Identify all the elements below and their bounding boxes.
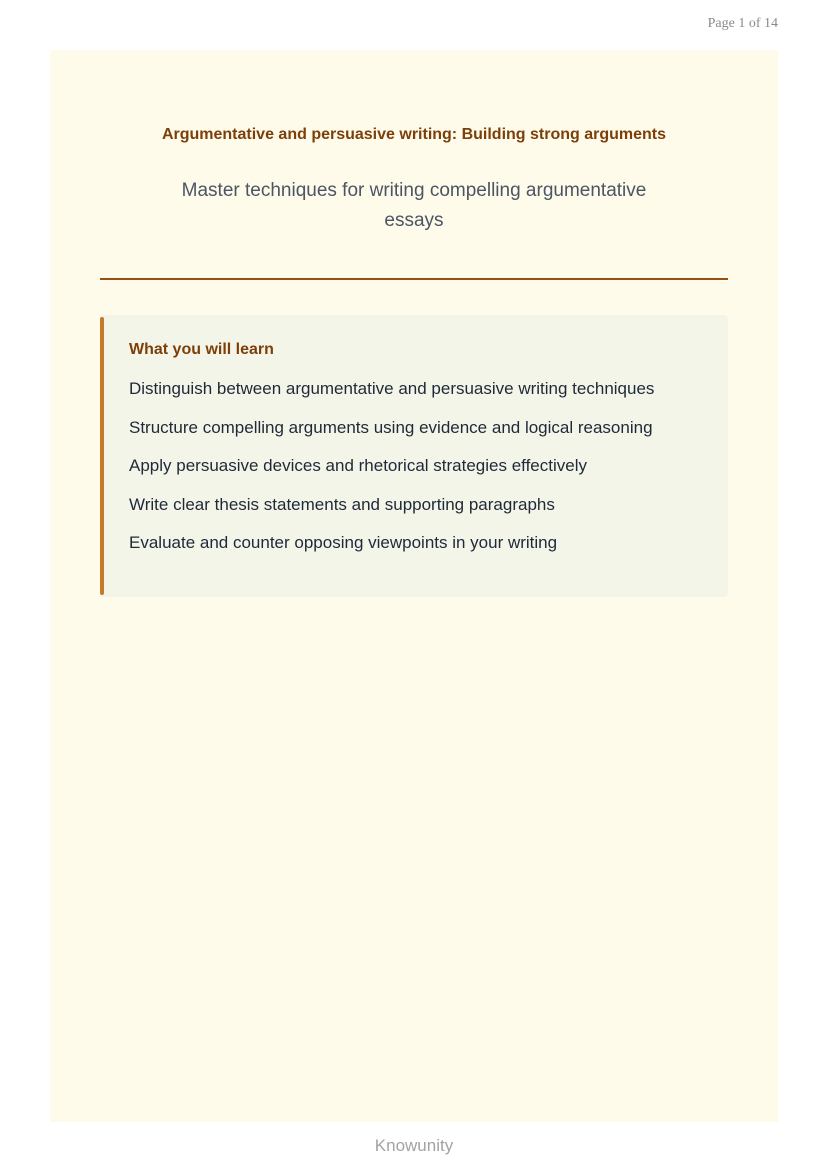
title-divider bbox=[100, 278, 728, 280]
learning-objectives-box bbox=[100, 315, 728, 597]
objective-item: Structure compelling arguments using evidence and logical reasoning bbox=[129, 417, 653, 437]
objective-item: Distinguish between argumentative and persuasive writing techniques bbox=[129, 379, 655, 398]
page-indicator: Page 1 of 14 bbox=[707, 16, 778, 31]
footer-brand: Knowunity bbox=[374, 1136, 454, 1155]
document-subtitle: Master techniques for writing compelling argumentative essays bbox=[181, 180, 647, 231]
objectives-list bbox=[129, 379, 654, 572]
objective-item: Evaluate and counter opposing viewpoints in your writing bbox=[129, 533, 558, 552]
objective-item: Apply persuasive devices and rhetorical strategies effectively bbox=[129, 456, 587, 475]
objectives-heading: What you will learn bbox=[129, 341, 274, 358]
objectives-accent-bar bbox=[100, 317, 104, 595]
document-title: Argumentative and persuasive writing: Building strong arguments bbox=[161, 126, 667, 143]
document-page bbox=[50, 50, 778, 1122]
objective-item: Write clear thesis statements and supporting paragraphs bbox=[129, 494, 555, 514]
